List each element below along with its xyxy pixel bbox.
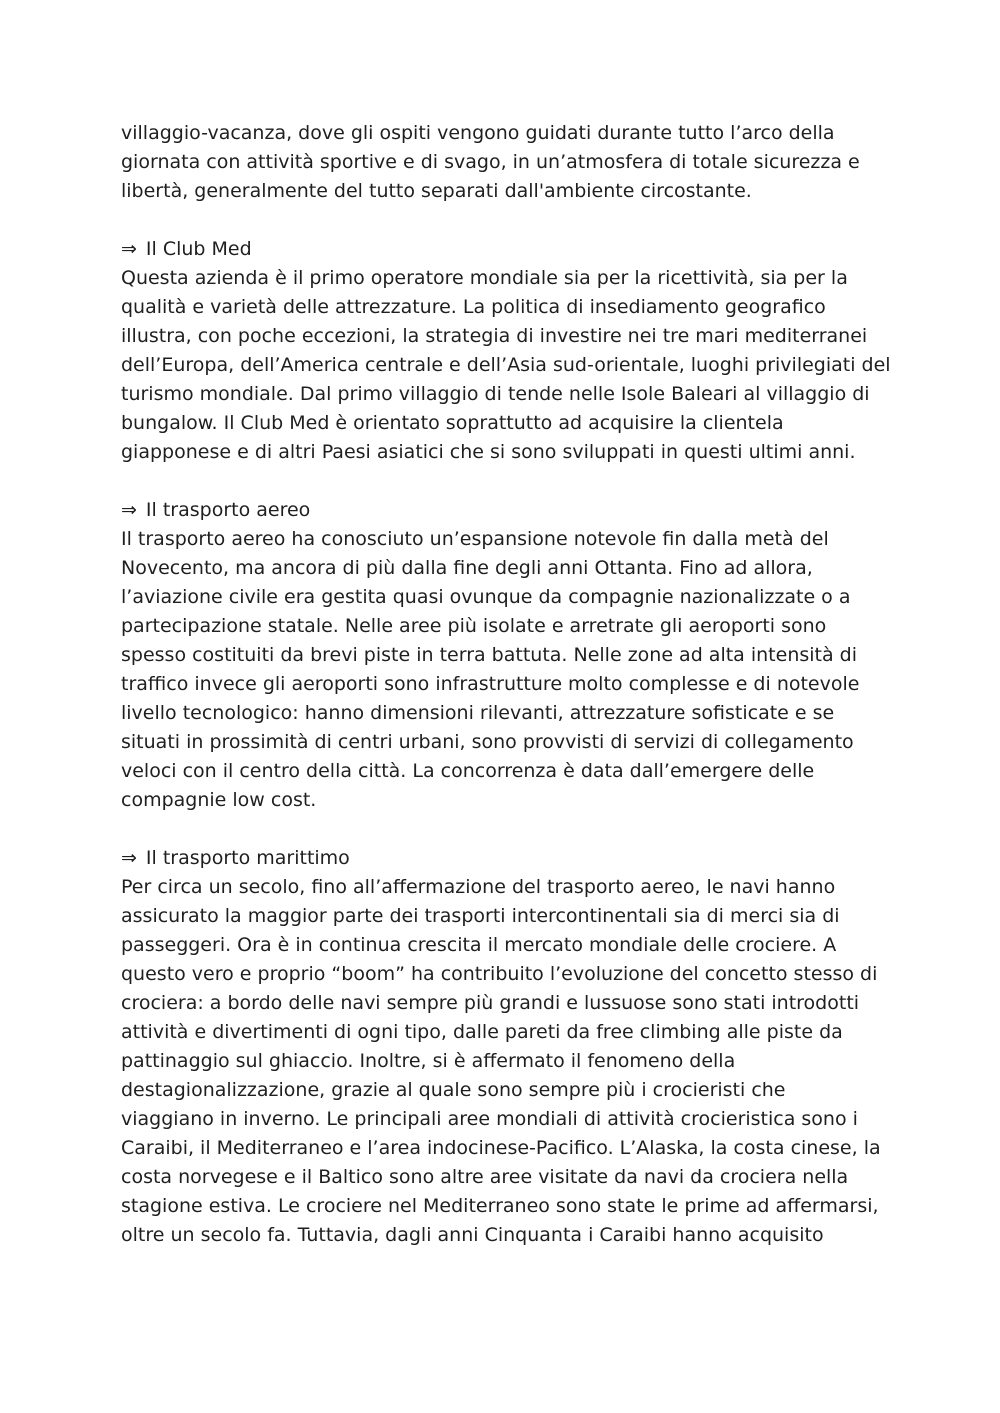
section-heading — [121, 235, 891, 264]
double-arrow-icon: ⇒ — [121, 499, 137, 521]
text-line: compagnie low cost. — [121, 789, 317, 811]
section-trasporto-marittimo — [121, 844, 891, 1250]
text-line: qualità e varietà delle attrezzature. La politica di insediamento geografico — [121, 296, 826, 318]
text-line: viaggiano in inverno. Le principali aree mondiali di attività crocieristica sono i — [121, 1108, 858, 1130]
section-heading — [121, 844, 891, 873]
text-line: stagione estiva. Le crociere nel Mediterraneo sono state le prime ad affermarsi, — [121, 1195, 879, 1217]
text-line: Il trasporto aereo ha conosciuto un’espansione notevole fin dalla metà del — [121, 528, 829, 550]
text-line: oltre un secolo fa. Tuttavia, dagli anni Cinquanta i Caraibi hanno acquisito — [121, 1224, 824, 1246]
text-line: crociera: a bordo delle navi sempre più grandi e lussuose sono stati introdotti — [121, 992, 860, 1014]
paragraph-spacer — [121, 815, 891, 844]
section-title: Il trasporto marittimo — [145, 847, 350, 869]
text-line: turismo mondiale. Dal primo villaggio di tende nelle Isole Baleari al villaggio di — [121, 383, 870, 405]
section-club-med — [121, 235, 891, 467]
section-title: Il trasporto aereo — [145, 499, 311, 521]
text-line: Per circa un secolo, fino all’affermazione del trasporto aereo, le navi hanno — [121, 876, 836, 898]
text-line: bungalow. Il Club Med è orientato soprattutto ad acquisire la clientela — [121, 412, 784, 434]
text-line: attività e divertimenti di ogni tipo, dalle pareti da free climbing alle piste da — [121, 1021, 843, 1043]
text-line: Questa azienda è il primo operatore mondiale sia per la ricettività, sia per la — [121, 267, 848, 289]
section-trasporto-aereo — [121, 496, 891, 815]
text-line: l’aviazione civile era gestita quasi ovunque da compagnie nazionalizzate o a — [121, 586, 851, 608]
text-line: passeggeri. Ora è in continua crescita il mercato mondiale delle crociere. A — [121, 934, 837, 956]
text-line: giapponese e di altri Paesi asiatici che si sono sviluppati in questi ultimi anni. — [121, 441, 856, 463]
text-line: pattinaggio sul ghiaccio. Inoltre, si è affermato il fenomeno della — [121, 1050, 736, 1072]
text-line: giornata con attività sportive e di svago, in un’atmosfera di totale sicurezza e — [121, 151, 860, 173]
text-line: traffico invece gli aeroporti sono infrastrutture molto complesse e di notevole — [121, 673, 860, 695]
intro-paragraph — [121, 119, 891, 206]
text-line: costa norvegese e il Baltico sono altre aree visitate da navi da crociera nella — [121, 1166, 849, 1188]
text-line: Caraibi, il Mediterraneo e l’area indocinese-Pacifico. L’Alaska, la costa cinese, la — [121, 1137, 881, 1159]
text-line: dell’Europa, dell’America centrale e dell’Asia sud-orientale, luoghi privilegiati del — [121, 354, 891, 376]
text-line: spesso costituiti da brevi piste in terra battuta. Nelle zone ad alta intensità di — [121, 644, 858, 666]
text-line: villaggio-vacanza, dove gli ospiti vengono guidati durante tutto l’arco della — [121, 122, 835, 144]
text-line: assicurato la maggior parte dei trasporti intercontinentali sia di merci sia di — [121, 905, 840, 927]
text-line: livello tecnologico: hanno dimensioni rilevanti, attrezzature sofisticate e se — [121, 702, 835, 724]
double-arrow-icon: ⇒ — [121, 847, 137, 869]
double-arrow-icon: ⇒ — [121, 238, 137, 260]
text-line: partecipazione statale. Nelle aree più isolate e arretrate gli aeroporti sono — [121, 615, 827, 637]
document-page — [121, 119, 891, 1250]
paragraph-spacer — [121, 467, 891, 496]
text-line: veloci con il centro della città. La concorrenza è data dall’emergere delle — [121, 760, 815, 782]
section-heading — [121, 496, 891, 525]
paragraph-spacer — [121, 206, 891, 235]
section-title: Il Club Med — [145, 238, 252, 260]
text-line: situati in prossimità di centri urbani, sono provvisti di servizi di collegamento — [121, 731, 854, 753]
text-line: Novecento, ma ancora di più dalla fine degli anni Ottanta. Fino ad allora, — [121, 557, 813, 579]
text-line: destagionalizzazione, grazie al quale sono sempre più i crocieristi che — [121, 1079, 786, 1101]
text-line: questo vero e proprio “boom” ha contribuito l’evoluzione del concetto stesso di — [121, 963, 878, 985]
text-line: illustra, con poche eccezioni, la strategia di investire nei tre mari mediterranei — [121, 325, 868, 347]
text-line: libertà, generalmente del tutto separati dall'ambiente circostante. — [121, 180, 752, 202]
